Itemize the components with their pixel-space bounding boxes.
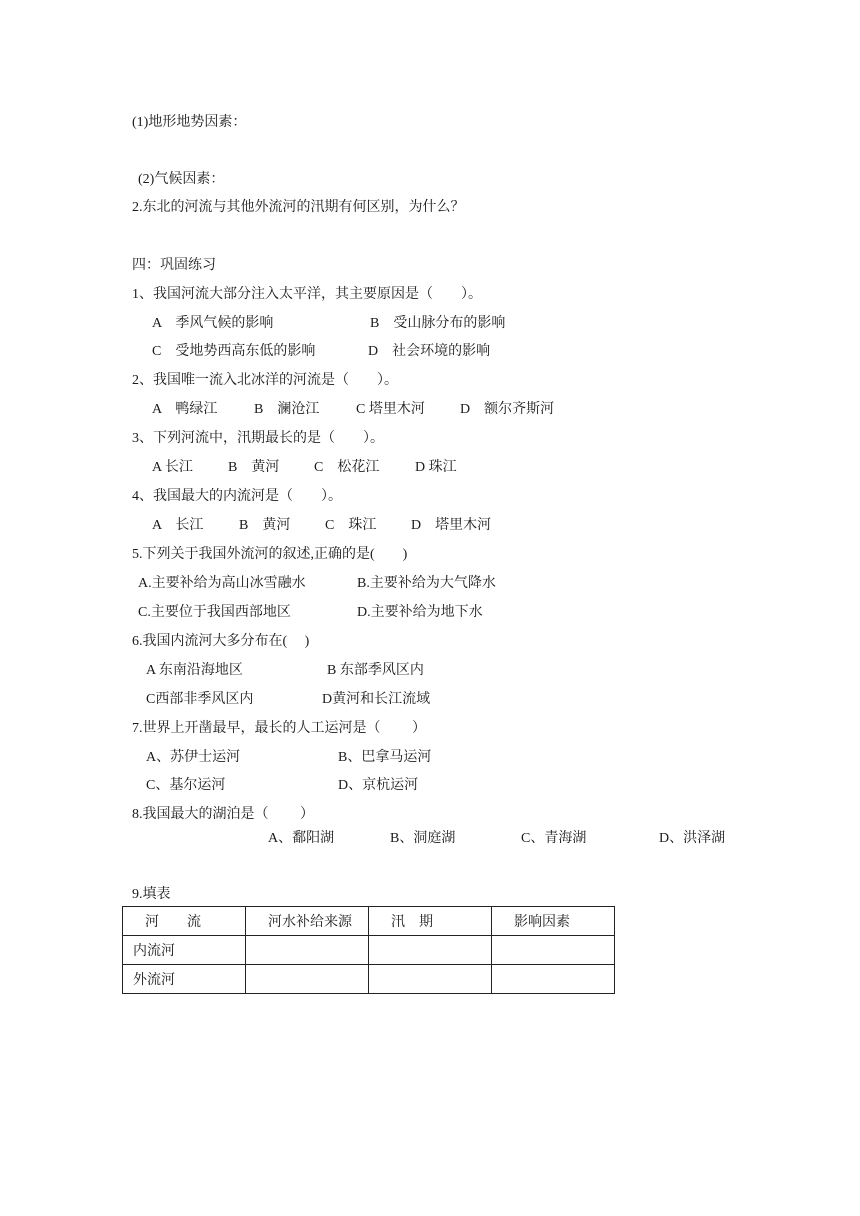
answer-option: C 受地势西高东低的影响 (152, 344, 316, 359)
answer-option: C西部非季风区内 (146, 692, 254, 707)
header-factors: 影响因素 (514, 915, 570, 930)
answer-option: B、洞庭湖 (390, 831, 456, 846)
answer-option: A、鄱阳湖 (268, 831, 335, 846)
answer-option: B 黄河 (228, 460, 280, 475)
table-cell (123, 936, 246, 965)
answer-option: C 塔里木河 (356, 402, 425, 417)
header-water-source: 河水补给来源 (268, 915, 352, 930)
fill-in-table (122, 906, 615, 994)
table-row (123, 965, 615, 994)
answer-option: C、基尔运河 (146, 778, 226, 793)
answer-option: D.主要补给为地下水 (357, 605, 483, 620)
question-2-flood: 2.东北的河流与其他外流河的汛期有何区别，为什么？ (132, 200, 465, 215)
answer-option: A 东南沿海地区 (146, 663, 243, 678)
blank-cell[interactable] (492, 936, 615, 965)
question-stem: 1、我国河流大部分注入太平洋，其主要原因是（ ）。 (132, 287, 482, 302)
question-stem: 7.世界上开凿最早，最长的人工运河是（ ） (132, 721, 426, 736)
table-header-cell (492, 907, 615, 936)
answer-option: C.主要位于我国西部地区 (138, 605, 291, 620)
blank-cell[interactable] (246, 936, 369, 965)
question-stem: 2、我国唯一流入北冰洋的河流是（ ）。 (132, 373, 398, 388)
table-row (123, 936, 615, 965)
header-flood-period: 汛 期 (391, 915, 433, 930)
question-stem: 8.我国最大的湖泊是（ ） (132, 807, 314, 822)
answer-option: B 受山脉分布的影响 (370, 316, 506, 331)
answer-option: D、京杭运河 (338, 778, 419, 793)
question-stem: 5.下列关于我国外流河的叙述,正确的是( ) (132, 547, 408, 562)
answer-option: C 松花江 (314, 460, 380, 475)
table-header-cell (123, 907, 246, 936)
climate-factor-line: (2)气候因素： (138, 172, 225, 187)
table-header-row (123, 907, 615, 936)
question-stem: 4、我国最大的内流河是（ ）。 (132, 489, 342, 504)
answer-option: B 东部季风区内 (327, 663, 424, 678)
answer-option: D、洪泽湖 (659, 831, 726, 846)
table-header-cell (246, 907, 369, 936)
answer-option: D黄河和长江流域 (322, 692, 431, 707)
answer-option: B、巴拿马运河 (338, 750, 432, 765)
answer-option: D 额尔齐斯河 (460, 402, 555, 417)
answer-option: A 季风气候的影响 (152, 316, 274, 331)
answer-option: A 长江 (152, 460, 193, 475)
row-label-exterior-river: 外流河 (133, 973, 175, 988)
answer-option: B 澜沧江 (254, 402, 320, 417)
blank-cell[interactable] (492, 965, 615, 994)
answer-option: A 长江 (152, 518, 204, 533)
answer-option: A.主要补给为高山冰雪融水 (138, 576, 306, 591)
answer-option: C 珠江 (325, 518, 377, 533)
question-stem: 3、下列河流中，汛期最长的是（ ）。 (132, 431, 384, 446)
table-title: 9.填表 (132, 887, 171, 902)
practice-title: 四：巩固练习 (132, 258, 216, 273)
answer-option: A 鸭绿江 (152, 402, 218, 417)
blank-cell[interactable] (369, 936, 492, 965)
header-river: 河 流 (145, 915, 201, 930)
answer-option: C、青海湖 (521, 831, 587, 846)
terrain-factor-line: (1)地形地势因素： (132, 115, 247, 130)
answer-option: B 黄河 (239, 518, 291, 533)
answer-option: D 塔里木河 (411, 518, 492, 533)
table-header-cell (369, 907, 492, 936)
row-label-inland-river: 内流河 (133, 944, 175, 959)
answer-option: A、苏伊士运河 (146, 750, 241, 765)
blank-cell[interactable] (246, 965, 369, 994)
question-stem: 6.我国内流河大多分布在( ) (132, 634, 310, 649)
answer-option: B.主要补给为大气降水 (357, 576, 496, 591)
answer-option: D 社会环境的影响 (368, 344, 491, 359)
table-cell (123, 965, 246, 994)
blank-cell[interactable] (369, 965, 492, 994)
answer-option: D 珠江 (415, 460, 457, 475)
